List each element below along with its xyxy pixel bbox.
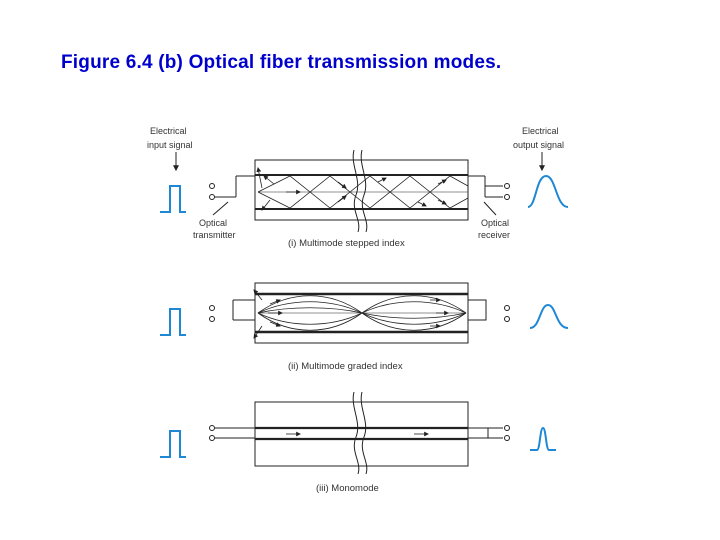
mode-caption: (i) Multimode stepped index xyxy=(288,238,405,249)
transmitter-terminal xyxy=(210,195,215,200)
transmitter-pointer xyxy=(213,202,228,215)
receiver-terminal xyxy=(505,317,510,322)
input-pulse xyxy=(160,309,186,335)
transmitter-terminal xyxy=(210,306,215,311)
transmitter-label-line1: Optical xyxy=(199,218,228,228)
figure-title: Figure 6.4 (b) Optical fiber transmission modes. xyxy=(61,52,502,73)
transmitter-terminal xyxy=(210,426,215,431)
receiver-pointer xyxy=(484,202,496,215)
mode-caption: (ii) Multimode graded index xyxy=(288,361,403,372)
transmitter-terminal xyxy=(210,184,215,189)
input-signal-label-line2: input signal xyxy=(147,140,193,150)
output-signal-label-line2: output signal xyxy=(513,140,565,150)
transmitter-terminal xyxy=(210,436,215,441)
output-signal-label-line1: Electrical xyxy=(522,126,559,136)
input-pulse xyxy=(160,186,186,212)
receiver-terminal xyxy=(505,436,510,441)
output-pulse xyxy=(530,428,556,450)
receiver-label-line2: receiver xyxy=(478,230,511,240)
mode-graded-index xyxy=(160,283,568,372)
transmitter-label-line2: transmitter xyxy=(193,230,236,240)
mode-caption: (iii) Monomode xyxy=(316,483,379,494)
transmitter-terminal xyxy=(210,317,215,322)
mode-monomode xyxy=(160,392,556,494)
receiver-terminal xyxy=(505,306,510,311)
input-pulse xyxy=(160,431,186,457)
fiber-cladding xyxy=(255,160,468,220)
input-signal-label-line1: Electrical xyxy=(150,126,187,136)
output-pulse xyxy=(528,176,568,207)
receiver-terminal xyxy=(505,195,510,200)
mode-stepped-index xyxy=(160,150,568,249)
fiber-break xyxy=(353,392,359,474)
receiver-label-line1: Optical xyxy=(481,218,510,228)
receiver-terminal xyxy=(505,184,510,189)
output-pulse xyxy=(530,305,568,328)
receiver-terminal xyxy=(505,426,510,431)
fiber-break xyxy=(361,392,367,474)
